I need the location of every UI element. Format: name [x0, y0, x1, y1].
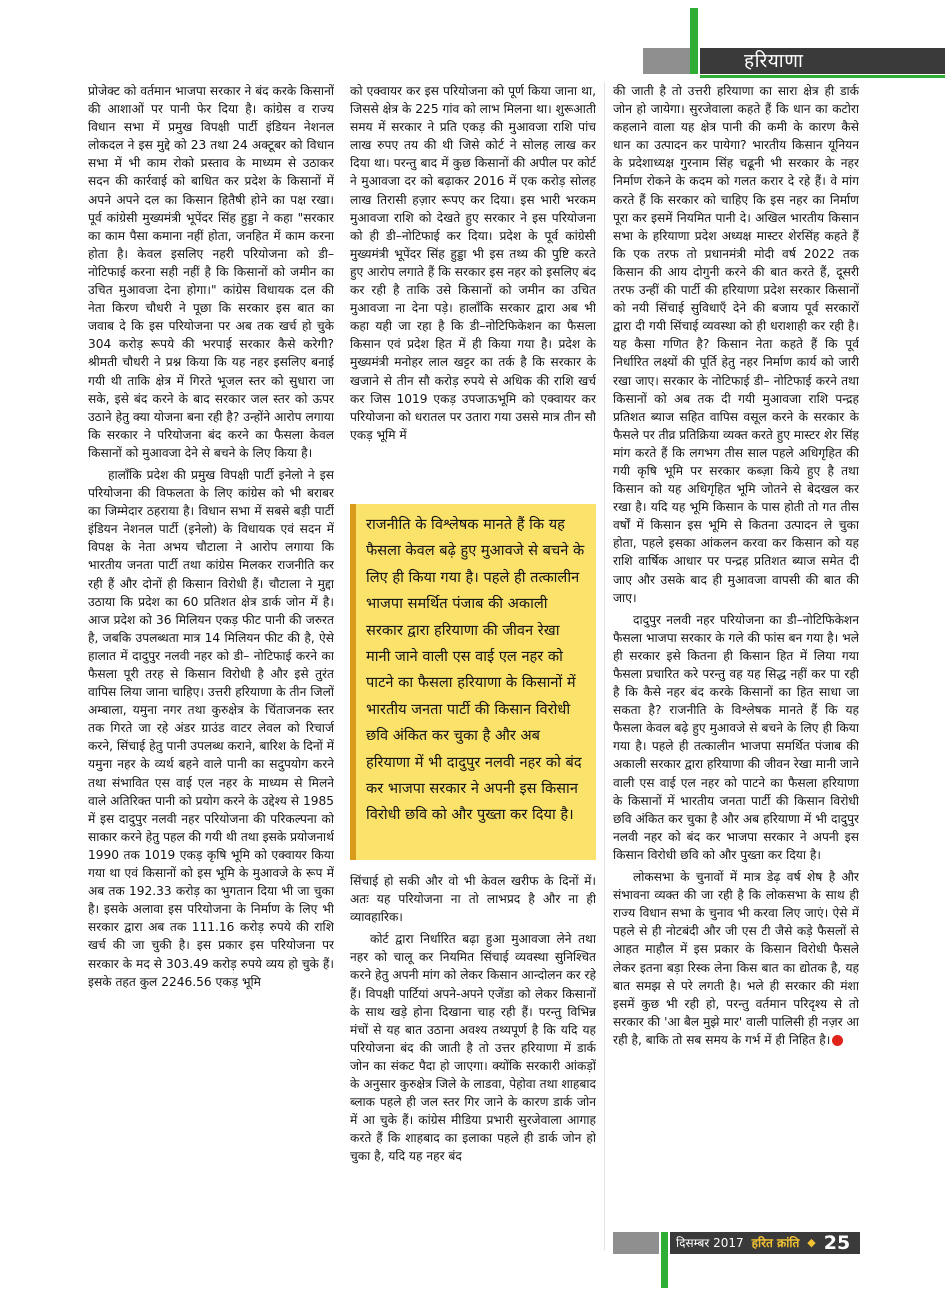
paragraph: को एक्वायर कर इस परियोजना को पूर्ण किया जाना था, जिससे क्षेत्र के 225 गांव को लाभ मिलना था। शुरूआती समय में सरकार ने प्रति एकड़ की मुआवजा राशि पांच लाख रुपए तय की थी जिसे कोर्ट ने सोलह लाख कर दिया था। परन्तु बाद में कुछ किसानों की अपील पर कोर्ट ने मुआवजा दर को बढ़ाकर 2016 में एक करोड़ सोलह लाख तिरासी हज़ार रूपए कर दिया। इस भारी भरकम मुआवजा राशि को देखते हुए सरकार ने इस परियोजना को ही डी–नोटिफाई कर दिया। प्रदेश के पूर्व कांग्रेसी मुख्यमंत्री भूपेंदर सिंह हुड्डा भी इस तथ्य की पुष्टि करते हुए आरोप लगाते हैं कि सरकार इस नहर को इसलिए बंद कर रही है ताकि उसे किसानों को जमीन का उचित मुआवजा ना देना पड़े। हालाँकि सरकार द्वारा अब भी कहा यही जा रहा है कि डी–नोटिफिकेशन का फैसला किसान एवं प्रदेश हित में ही किया गया है। प्रदेश के मुख्यमंत्री मनोहर लाल खट्टर का तर्क है कि सरकार के खजाने से तीन सौ करोड़ रुपये से अधिक की राशि खर्च कर जिस 1019 एकड़ उपजाऊभूमि को एक्वायर कर परियोजना को धरातल पर उतारा गया उससे मात्र तीन सौ एकड़ भूमि में — [350, 84, 596, 442]
paragraph: प्रोजेक्ट को वर्तमान भाजपा सरकार ने बंद करके किसानों की आशाओं पर पानी फेर दिया है। कांग्रेस व राज्य विधान सभा में प्रमुख विपक्षी पार्टी इंडियन नेशनल लोकदल ने इस मुद्दे को 23 तथा 24 अक्टूबर को विधान सभा में भी काम रोको प्रस्ताव के माध्यम से उठाकर सदन की कार्रवाई को बाधित कर प्रदेश के किसानों में अपने अपने दल का किसान हितैषी होने का पक्ष रखा। पूर्व कांग्रेसी मुख्यमंत्री भूपेंदर सिंह हुड्डा ने कहा "सरकार का काम पैसा कमाना नहीं होता, जनहित में काम करना होता है। केवल इसलिए नहरी परियोजना को डी–नोटिफाई करना सही नहीं है कि किसानों को जमीन का उचित मुआवजा देना होगा।" कांग्रेस विधायक दल की नेता किरण चौधरी ने पूछा कि सरकार इस बात का जवाब दे कि इस परियोजना पर अब तक खर्च हो चुके 304 करोड़ रूपये की भरपाई सरकार कैसे करेगी? श्रीमती चौधरी ने प्रश्न किया कि यह नहर इसलिए बनाई गयी थी ताकि क्षेत्र में गिरते भूजल स्तर को सुधारा जा सके, इसे बंद करने के बाद सरकार जल स्तर को ऊपर उठाने हेतु क्या योजना बना रही है? उन्होंने आरोप लगाया कि सरकार ने परियोजना बंद करने का फैसला केवल किसानों को मुआवजा देने से बचने के लिए किया है। — [88, 84, 334, 460]
paragraph: की जाती है तो उत्तरी हरियाणा का सारा क्षेत्र ही डार्क जोन हो जायेगा। सुरजेवाला कहते हैं कि धान का कटोरा कहलाने वाला यह क्षेत्र पानी की कमी के कारण कैसे धान का उत्पादन कर पायेगा? भारतीय किसान यूनियन के प्रदेशाध्यक्ष गुरनाम सिंह चढूनी भी सरकार के नहर निर्माण रोकने के कदम को गलत करार दे रहे हैं। वे मांग करते हैं कि सरकार को चाहिए कि इस नहर का निर्माण पूरा कर इसमें नियमित पानी दे। अखिल भारतीय किसान सभा के हरियाणा प्रदेश अध्यक्ष मास्टर शेरसिंह कहते हैं कि एक तरफ तो प्रधानमंत्री मोदी वर्ष 2022 तक किसान की आय दोगुनी करने की बात करते हैं, दूसरी तरफ उन्हीं की पार्टी की हरियाणा प्रदेश सरकार किसानों को नयी सिंचाई सुविधाएँ देने की बजाय पूर्व सरकारों द्वारा दी गयी सिंचाई व्यवस्था को ही धराशाही कर रही है। यह कैसा गणित है? किसान नेता कहते हैं कि पूर्व निर्धारित लक्ष्यों की पूर्ति हेतु नहर निर्माण कार्य को जारी रखा जाए। सरकार के नोटिफाई डी– नोटिफाई करने तथा किसानों को अब तक दी गयी मुआवजा राशि पन्द्रह प्रतिशत ब्याज सहित वापिस वसूल करने के सरकार के फैसले पर तीव्र प्रतिक्रिया व्यक्त करते हुए मास्टर शेर सिंह मांग करते हैं कि लगभग तीस साल पहले अधिगृहित की गयी कृषि भूमि पर सरकार कब्ज़ा किये हुए है तथा किसान को यह अधिगृहित भूमि जोतने से बेदखल कर रखा है। यदि यह भूमि किसान के पास होती तो गत तीस वर्षों में किसान इस भूमि से कितना उत्पादन ले चुका होता, पहले इसका आंकलन करवा कर किसान को यह राशि वार्षिक आधार पर पन्द्रह प्रतिशत ब्याज समेत दी जाए और उसके बाद ही मुआवजा वापसी की बात की जाए। — [613, 84, 859, 605]
section-label: हरियाणा — [700, 48, 945, 74]
column-2-top-text — [350, 82, 596, 496]
end-of-article-dot-icon — [832, 1035, 843, 1046]
paragraph: सिंचाई हो सकी और वो भी केवल खरीफ के दिनों में। अतः यह परियोजना ना तो लाभप्रद है और ना ही व्यावहारिक। — [350, 874, 596, 925]
column-2-bottom-text — [350, 872, 596, 1250]
footer-bar — [670, 1232, 860, 1254]
magazine-logo: हरित क्रांति — [751, 1236, 800, 1250]
header-green-bar — [690, 8, 698, 74]
footer-green-bar — [661, 1232, 668, 1288]
page-number: 25 — [823, 1232, 851, 1254]
paragraph — [613, 868, 859, 1049]
header-gray-block — [643, 48, 693, 74]
paragraph: दादुपुर नलवी नहर परियोजना का डी–नोटिफिकेशन फैसला भाजपा सरकार के गले की फांस बन गया है। भले ही सरकार इसे कितना ही किसान हित में लिया गया फैसला प्रचारित करे परन्तु वह यह सिद्ध नहीं कर पा रही है कि कैसे नहर बंद करके किसानों का हित साधा जा सकता है? राजनीति के विश्लेषक मानते हैं कि यह फैसला केवल बढ़े हुए मुआवजे से बचने के लिए ही किया गया है। पहले ही तत्कालीन भाजपा समर्थित पंजाब की अकाली सरकार द्वारा हरियाणा की जीवन रेखा मानी जाने वाली एस वाई एल नहर को पाटने का फैसला हरियाणा के किसानों में भारतीय जनता पार्टी की किसान विरोधी छवि अंकित कर चुका है और अब हरियाणा में भी दादुपुर नलवी नहर को बंद कर भाजपा सरकार ने अपनी इस किसान विरोधी छवि को और पुख्ता कर दिया है। — [613, 612, 859, 862]
article-column-3 — [613, 82, 859, 1250]
paragraph: हालाँकि प्रदेश की प्रमुख विपक्षी पार्टी इनेलो ने इस परियोजना की विफलता के लिए कांग्रेस को भी बराबर का जिम्मेदार ठहराया है। विधान सभा में सबसे बड़ी पार्टी इंडियन नेशनल पार्टी (इनेलो) के विधायक एवं सदन में विपक्ष के नेता अभय चौटाला ने आरोप लगाया कि भारतीय जनता पार्टी तथा कांग्रेस मिलकर राजनीति कर रही हैं और दोनों ही किसान विरोधी हैं। चौटाला ने मुद्दा उठाया कि प्रदेश का 60 प्रतिशत क्षेत्र डार्क जोन में है। आज प्रदेश को 36 मिलियन एकड़ फीट पानी की जरुरत है, जबकि उपलब्धता मात्र 14 मिलियन फीट की है, ऐसे हालात में दादुपुर नलवी नहर को डी– नोटिफाई करने का फैसला पूरी तरह से किसान विरोधी है और इसे तुरंत वापिस लिया जाना चाहिए। उत्तरी हरियाणा के तीन जिलों अम्बाला, यमुना नगर तथा कुरुक्षेत्र के चिंताजनक स्तर तक गिरते जा रहे अंडर ग्राउंड वाटर लेवल को रिचार्ज करने, सिंचाई हेतु पानी उपलब्ध कराने, बारिश के दिनों में यमुना नहर के व्यर्थ बहने वाले पानी का सदुपयोग करने तथा संभावित एस वाई एल नहर के माध्यम से मिलने वाले अतिरिक्त पानी को प्रयोग करने के उद्देश्य से 1985 में इस दादुपुर नलवी नहर परियोजना की परिकल्पना को साकार करने हेतु पहल की गयी थी तथा इसके प्रयोजनार्थ 1990 तक 1019 एकड़ कृषि भूमि को एक्वायर किया गया था एवं किसानों को इस भूमि के मुआवजे के रूप में अब तक 192.33 करोड़ का भुगतान दिया भी जा चुका है। इसके अलावा इस परियोजना के निर्माण के लिए भी सरकार द्वारा अब तक 111.16 करोड़ रुपये की राशि खर्च की जा चुकी है। इस प्रकार इस परियोजना पर सरकार के मद से 303.49 करोड़ रुपये व्यय हो चुके हैं। इसके तहत कुल 2246.56 एकड़ भूमि — [88, 467, 334, 989]
paragraph-text: लोकसभा के चुनावों में मात्र डेढ़ वर्ष शेष है और संभावना व्यक्त की जा रही है कि लोकसभा के साथ ही राज्य विधान सभा के चुनाव भी करवा लिए जाएं। ऐसे में पहले से ही नोटबंदी और जी एस टी जैसे कड़े फैसलों से आहत माहौल में इस प्रकार के किसान विरोधी फैसले लेकर इतना बड़ा रिस्क लेना किस बात का द्योतक है, यह बात समझ से परे लगती है। भले ही सरकार की मंशा इसमें कुछ भी रही हो, परन्तु वर्तमान परिदृश्य से तो सरकार की 'आ बैल मुझे मार' वाली पालिसी ही नज़र आ रही है, बाकि तो सब समय के गर्भ में ही निहित है। — [613, 870, 859, 1047]
column-divider — [604, 82, 605, 1250]
issue-date: दिसम्बर 2017 — [676, 1236, 744, 1250]
footer-gray-block — [613, 1232, 659, 1254]
pull-quote-text: राजनीति के विश्लेषक मानते हैं कि यह फैसला केवल बढ़े हुए मुआवजे से बचने के लिए ही किया गया है। पहले ही तत्कालीन भाजपा समर्थित पंजाब की अकाली सरकार द्वारा हरियाणा की जीवन रेखा मानी जाने वाली एस वाई एल नहर को पाटने का फैसला हरियाणा के किसानों में भारतीय जनता पार्टी की किसान विरोधी छवि अंकित कर चुका है और अब हरियाणा में भी दादुपुर नलवी नहर को बंद कर भाजपा सरकार ने अपनी इस किसान विरोधी छवि को और पुख्ता कर दिया है। — [366, 516, 585, 824]
diamond-icon: ◆ — [807, 1236, 816, 1249]
pull-quote — [350, 504, 596, 860]
article-column-1 — [88, 82, 334, 1250]
paragraph: कोर्ट द्वारा निर्धारित बढ़ा हुआ मुआवजा लेने तथा नहर को चालू कर नियमित सिंचाई व्यवस्था सुनिश्चित करने हेतु अपनी मांग को लेकर किसान आन्दोलन कर रहे हैं। विपक्षी पार्टियां अपने-अपने एजेंडा को लेकर किसानों के साथ खड़े होना दिखाना चाह रही हैं। परन्तु विभिन्न मंचों से यह बात उठाना अवश्य तथ्यपूर्ण है कि यदि यह परियोजना बंद की जाती है तो उत्तर हरियाणा में डार्क जोन का संकट पैदा हो जाएगा। क्योंकि सरकारी आंकड़ों के अनुसार कुरुक्षेत्र जिले के लाडवा, पेहोवा तथा शाहबाद ब्लाक पहले ही जल स्तर गिर जाने के कारण डार्क जोन में आ चुके हैं। कांग्रेस मीडिया प्रभारी सुरजेवाला आगाह करते हैं कि शाहबाद का इलाका पहले ही डार्क जोन हो चुका है, यदि यह नहर बंद — [350, 932, 596, 1164]
